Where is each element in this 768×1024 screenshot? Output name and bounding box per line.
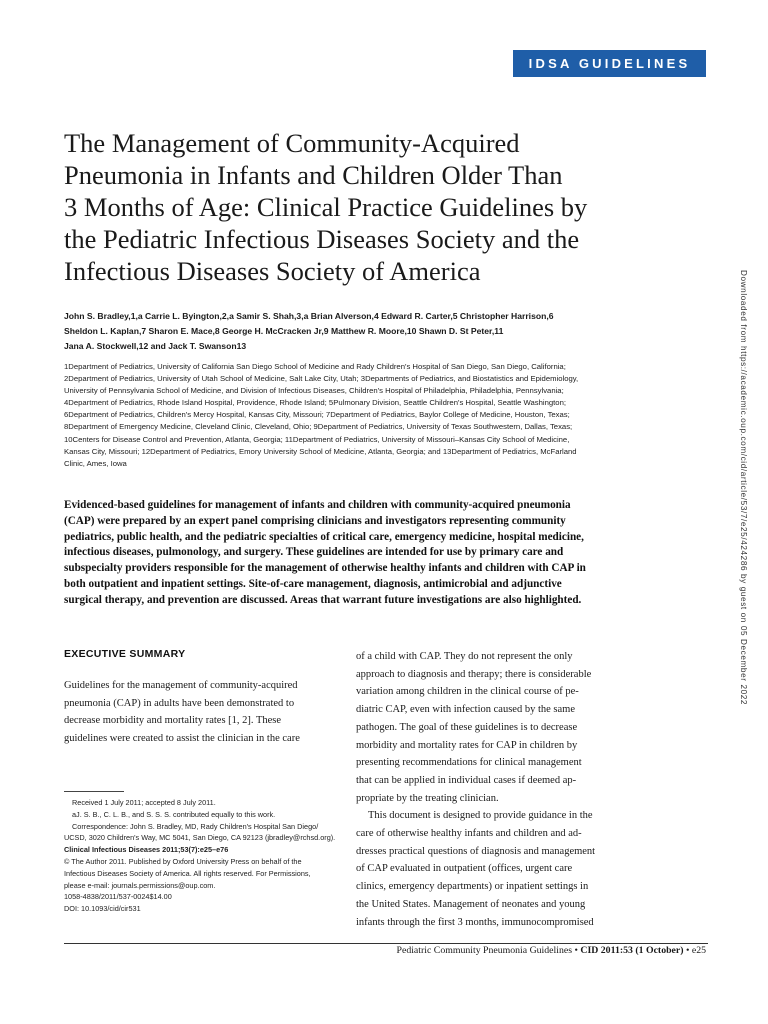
footer-divider <box>64 943 708 944</box>
title-line: Pneumonia in Infants and Children Older Than <box>64 160 563 190</box>
abstract-line: infectious diseases, pulmonology, and surgery. These guidelines are intended for use by primary care and <box>64 546 564 559</box>
body-line: approach to diagnosis and therapy; there is considerable <box>356 668 592 680</box>
body-line: morbidity and mortality rates for CAP in children by <box>356 739 578 751</box>
abstract-line: surgical therapy, and prevention are discussed. Areas that warrant future investigations are also highlighted. <box>64 593 582 606</box>
abstract-line: Evidenced-based guidelines for management of infants and children with community-acquired pneumonia <box>64 499 571 511</box>
body-line: the United States. Management of neonates and young <box>356 898 586 910</box>
footer-bullet: • <box>574 945 578 956</box>
affiliation-line: 4Department of Pediatrics, Rhode Island Hospital, Providence, Rhode Island; 5Pulmonary Division, Seattle Children's Hospital, Seattle Washington; <box>64 398 566 408</box>
footnote-line: 1058-4838/2011/537-0024$14.00 <box>64 892 172 902</box>
abstract-line: both outpatient and inpatient settings. Site-of-care management, diagnosis, antimicrobial and adjunctive <box>64 577 562 590</box>
body-line: care of otherwise healthy infants and children and ad- <box>356 828 582 840</box>
affiliation-line: 2Department of Pediatrics, University of Utah School of Medicine, Salt Lake City, Utah; 3Departments of Pediatrics, and Biostatistics and Epidemiology, <box>64 374 579 384</box>
body-line: that can be applied in individual cases if deemed ap- <box>356 774 577 786</box>
footnote-divider <box>64 791 124 792</box>
abstract-line: subspecialty providers responsible for the management of otherwise healthy infants and children with CAP in <box>64 562 586 575</box>
affiliation-line: 1Department of Pediatrics, University of California San Diego School of Medicine and Rady Children's Hospital of San Diego, San Diego, California; <box>64 362 566 371</box>
page-number: e25 <box>691 945 706 956</box>
footnotes <box>64 797 344 915</box>
title-line: 3 Months of Age: Clinical Practice Guidelines by <box>64 192 588 222</box>
author-line: Jana A. Stockwell,12 and Jack T. Swanson13 <box>64 341 247 351</box>
footer-bullet: • <box>685 945 690 956</box>
author-line: Sheldon L. Kaplan,7 Sharon E. Mace,8 George H. McCracken Jr,9 Matthew R. Moore,10 Shawn D. St Peter,11 <box>64 326 504 336</box>
footnote-line: Infectious Diseases Society of America. All rights reserved. For Permissions, <box>64 868 311 878</box>
body-line: of CAP evaluated in outpatient (offices, urgent care <box>356 863 573 875</box>
abstract-line: pediatrics, public health, and the pediatric specialties of critical care, emergency medicine, hospital medicine, <box>64 530 584 543</box>
left-column-text <box>64 677 334 748</box>
affiliation-line: University of Pennsylvania School of Medicine, and Division of Infectious Diseases, Children's Hospital of Philadelphia, Philadelphia, Pennsylvania; <box>64 386 564 396</box>
footnote-line: UCSD, 3020 Children's Way, MC 5041, San Diego, CA 92123 (jbradley@rchsd.org). <box>64 833 336 843</box>
body-line: pneumonia (CAP) in adults have been demonstrated to <box>64 697 295 709</box>
body-line: variation among children in the clinical course of pe- <box>356 686 579 698</box>
running-footer <box>397 945 706 956</box>
body-line: This document is designed to provide guidance in the <box>368 810 593 822</box>
footer-journal: CID 2011:53 (1 October) <box>580 945 684 956</box>
abstract <box>64 498 644 609</box>
right-column-text <box>356 648 632 931</box>
abstract-line: (CAP) were prepared by an expert panel comprising clinicians and investigators representing community <box>64 514 566 527</box>
affiliations <box>64 361 644 470</box>
body-line: dresses practical questions of diagnosis and management <box>356 845 596 857</box>
body-line: decrease morbidity and mortality rates [1, 2]. These <box>64 715 282 727</box>
footer-title: Pediatric Community Pneumonia Guidelines <box>396 945 573 956</box>
title-line: Infectious Diseases Society of America <box>64 256 481 286</box>
journal-citation: Clinical Infectious Diseases 2011;53(7):e25–e76 <box>64 845 229 855</box>
body-line: guidelines were created to assist the clinician in the care <box>64 733 300 745</box>
body-line: Guidelines for the management of community-acquired <box>64 680 298 691</box>
body-line: of a child with CAP. They do not represent the only <box>356 651 573 662</box>
footnote-line: aJ. S. B., C. L. B., and S. S. S. contributed equally to this work. <box>72 809 276 819</box>
body-line: pathogen. The goal of these guidelines is to decrease <box>356 721 578 733</box>
affiliation-line: Clinic, Ames, Iowa <box>64 458 127 468</box>
section-heading: EXECUTIVE SUMMARY <box>64 648 186 660</box>
footnote-line: © The Author 2011. Published by Oxford University Press on behalf of the <box>64 856 302 866</box>
body-line: clinics, emergency departments) or inpatient settings in <box>356 881 589 893</box>
body-line: diatric CAP, even with infection caused by the same <box>356 704 575 716</box>
affiliation-line: Kansas City, Missouri; 12Department of Pediatrics, Emory University School of Medicine, Atlanta, Georgia; and 13Department of Pediatrics, McFarland <box>64 446 577 456</box>
doi-link[interactable]: DOI: 10.1093/cid/cir531 <box>64 904 141 914</box>
footnote-line: Received 1 July 2011; accepted 8 July 2011. <box>72 798 216 807</box>
body-line: propriate by the treating clinician. <box>356 792 499 804</box>
body-line: presenting recommendations for clinical management <box>356 757 582 769</box>
author-list <box>64 309 644 354</box>
download-watermark: Downloaded from https://academic.oup.com/cid/article/53/7/e25/424286 by guest on 05 December 2022 <box>739 270 748 706</box>
section-banner: IDSA GUIDELINES <box>513 50 706 77</box>
author-line: John S. Bradley,1,a Carrie L. Byington,2,a Samir S. Shah,3,a Brian Alverson,4 Edward R. Carter,5 Christopher Harrison,6 <box>64 311 554 321</box>
affiliation-line: 6Department of Pediatrics, Children's Mercy Hospital, Kansas City, Missouri; 7Department of Pediatrics, Baylor College of Medicine, Houston, Texas; <box>64 410 570 420</box>
affiliation-line: 8Department of Emergency Medicine, Cleveland Clinic, Cleveland, Ohio; 9Department of Pediatrics, University of Texas Southwestern, Dallas, Texas; <box>64 422 573 432</box>
footnote-line: Correspondence: John S. Bradley, MD, Rady Children's Hospital San Diego/ <box>72 821 319 831</box>
body-line: infants through the first 3 months, immunocompromised <box>356 916 594 928</box>
article-title <box>64 127 654 287</box>
permissions-email-link[interactable]: please e-mail: journals.permissions@oup.com. <box>64 880 216 890</box>
affiliation-line: 10Centers for Disease Control and Prevention, Atlanta, Georgia; 11Department of Pediatrics, University of Missouri–Kansas City School of Medicine, <box>64 434 570 444</box>
title-line: the Pediatric Infectious Diseases Society and the <box>64 224 580 254</box>
title-line: The Management of Community-Acquired <box>64 128 520 158</box>
